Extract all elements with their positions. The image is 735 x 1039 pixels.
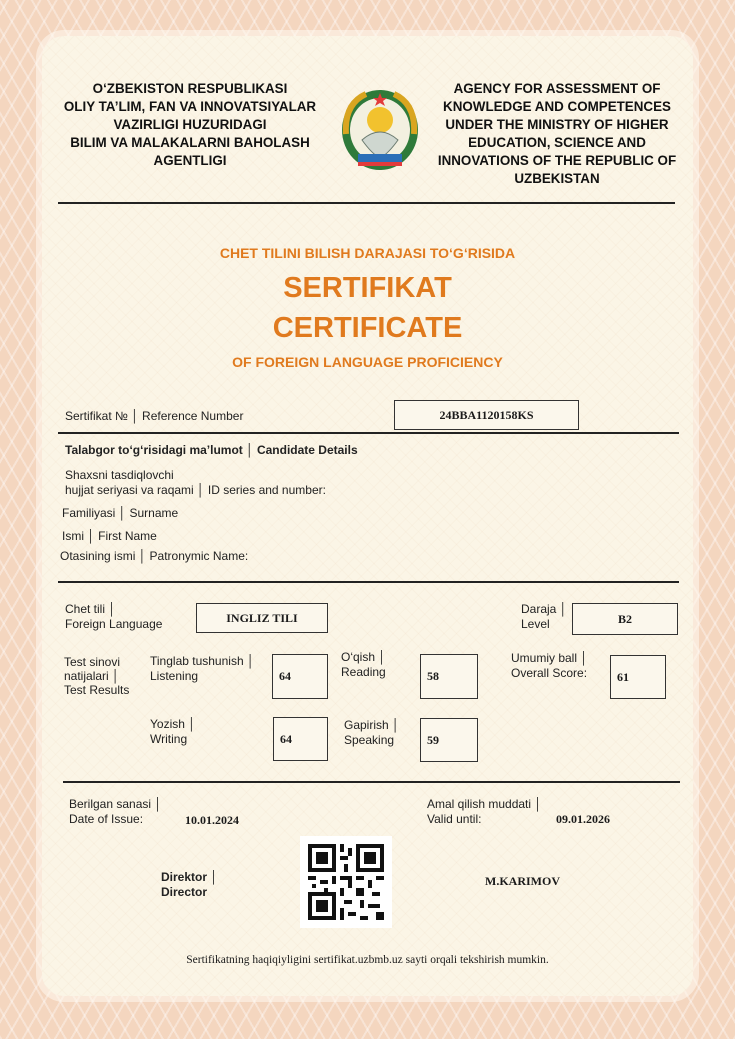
candidate-divider — [58, 581, 679, 583]
speaking-label-line2: Speaking — [344, 733, 395, 747]
valid-until-date: 09.01.2026 — [556, 812, 610, 826]
id-label-line1: Shaxsni tasdiqlovchi — [65, 468, 174, 482]
reference-label: Sertifikat № │ Reference Number — [65, 409, 244, 423]
certificate-title-en: CERTIFICATE — [272, 312, 463, 344]
first-name-label: Ismi │ First Name — [62, 529, 157, 543]
reading-label-line1: O‘qish │ — [341, 650, 386, 664]
writing-score: 64 — [273, 717, 328, 761]
agency-en-line: AGENCY FOR ASSESSMENT OF — [453, 81, 661, 96]
certificate-title-uz: SERTIFIKAT — [283, 272, 452, 304]
language-label-line1: Chet tili │ — [65, 602, 116, 616]
reading-label-line2: Reading — [341, 665, 386, 679]
listening-score: 64 — [272, 654, 328, 699]
speaking-score: 59 — [420, 718, 478, 762]
writing-label-line1: Yozish │ — [150, 717, 196, 731]
issue-date: 10.01.2024 — [185, 813, 239, 827]
verification-note: Sertifikatning haqiqiyligini sertifikat.uzbmb.uz sayti orqali tekshirish mumkin. — [186, 954, 549, 966]
overall-score: 61 — [610, 655, 666, 699]
speaking-label-line1: Gapirish │ — [344, 718, 400, 732]
candidate-heading: Talabgor to‘g‘risidagi ma’lumot │ Candidate Details — [65, 443, 358, 457]
agency-en-line: UZBEKISTAN — [514, 171, 600, 186]
results-divider — [63, 781, 680, 783]
level-label-line2: Level — [521, 617, 550, 631]
header-divider — [58, 202, 675, 204]
language-label-line2: Foreign Language — [65, 617, 163, 631]
certificate-subtitle-top: CHET TILINI BILISH DARAJASI TO‘G‘RISIDA — [219, 245, 516, 261]
patronymic-label: Otasining ismi │ Patronymic Name: — [60, 549, 249, 563]
certificate-subtitle-bottom: OF FOREIGN LANGUAGE PROFICIENCY — [232, 354, 503, 370]
reference-number: 24BBA1120158KS — [394, 400, 579, 430]
state-emblem-icon — [336, 84, 424, 174]
qr-code-icon — [300, 836, 392, 928]
surname-label: Familiyasi │ Surname — [62, 506, 179, 520]
agency-uz-line: O‘ZBEKISTON RESPUBLIKASI — [92, 81, 288, 96]
results-label-line2: natijalari │ — [64, 669, 120, 683]
listening-label-line2: Listening — [150, 669, 199, 683]
valid-until-label-line2: Valid until: — [427, 812, 482, 826]
overall-label-line1: Umumiy ball │ — [511, 651, 588, 665]
id-label-line2: hujjat seriyasi va raqami │ ID series and number: — [65, 483, 326, 497]
level-label-line1: Daraja │ — [521, 602, 568, 616]
director-name: M.KARIMOV — [485, 874, 560, 888]
overall-label-line2: Overall Score: — [511, 666, 588, 680]
agency-uz-line: VAZIRLIGI HUZURIDAGI — [113, 117, 267, 132]
certificate-sheet — [42, 36, 693, 996]
agency-name-uz — [48, 80, 332, 170]
agency-uz-line: BILIM VA MALAKALARNI BAHOLASH — [70, 135, 310, 150]
issue-date-label-line2: Date of Issue: — [69, 812, 144, 826]
agency-en-line: KNOWLEDGE AND COMPETENCES — [443, 99, 671, 114]
level-value: B2 — [572, 603, 678, 635]
results-label-line3: Test Results — [64, 683, 130, 697]
language-value: INGLIZ TILI — [196, 603, 328, 633]
listening-label-line1: Tinglab tushunish │ — [150, 654, 255, 668]
agency-en-line: INNOVATIONS OF THE REPUBLIC OF — [437, 153, 677, 168]
director-label-line2: Director — [161, 885, 208, 899]
reference-divider — [58, 432, 679, 434]
valid-until-label-line1: Amal qilish muddati │ — [427, 797, 542, 811]
results-label-line1: Test sinovi — [64, 655, 121, 669]
director-label-line1: Direktor │ — [161, 870, 218, 884]
reading-score: 58 — [420, 654, 478, 699]
agency-name-en — [424, 80, 690, 188]
issue-date-label-line1: Berilgan sanasi │ — [69, 797, 162, 811]
agency-uz-line: OLIY TA’LIM, FAN VA INNOVATSIYALAR — [63, 99, 317, 114]
agency-en-line: EDUCATION, SCIENCE AND — [468, 135, 646, 150]
agency-en-line: UNDER THE MINISTRY OF HIGHER — [445, 117, 669, 132]
agency-uz-line: AGENTLIGI — [153, 153, 227, 168]
writing-label-line2: Writing — [150, 732, 188, 746]
